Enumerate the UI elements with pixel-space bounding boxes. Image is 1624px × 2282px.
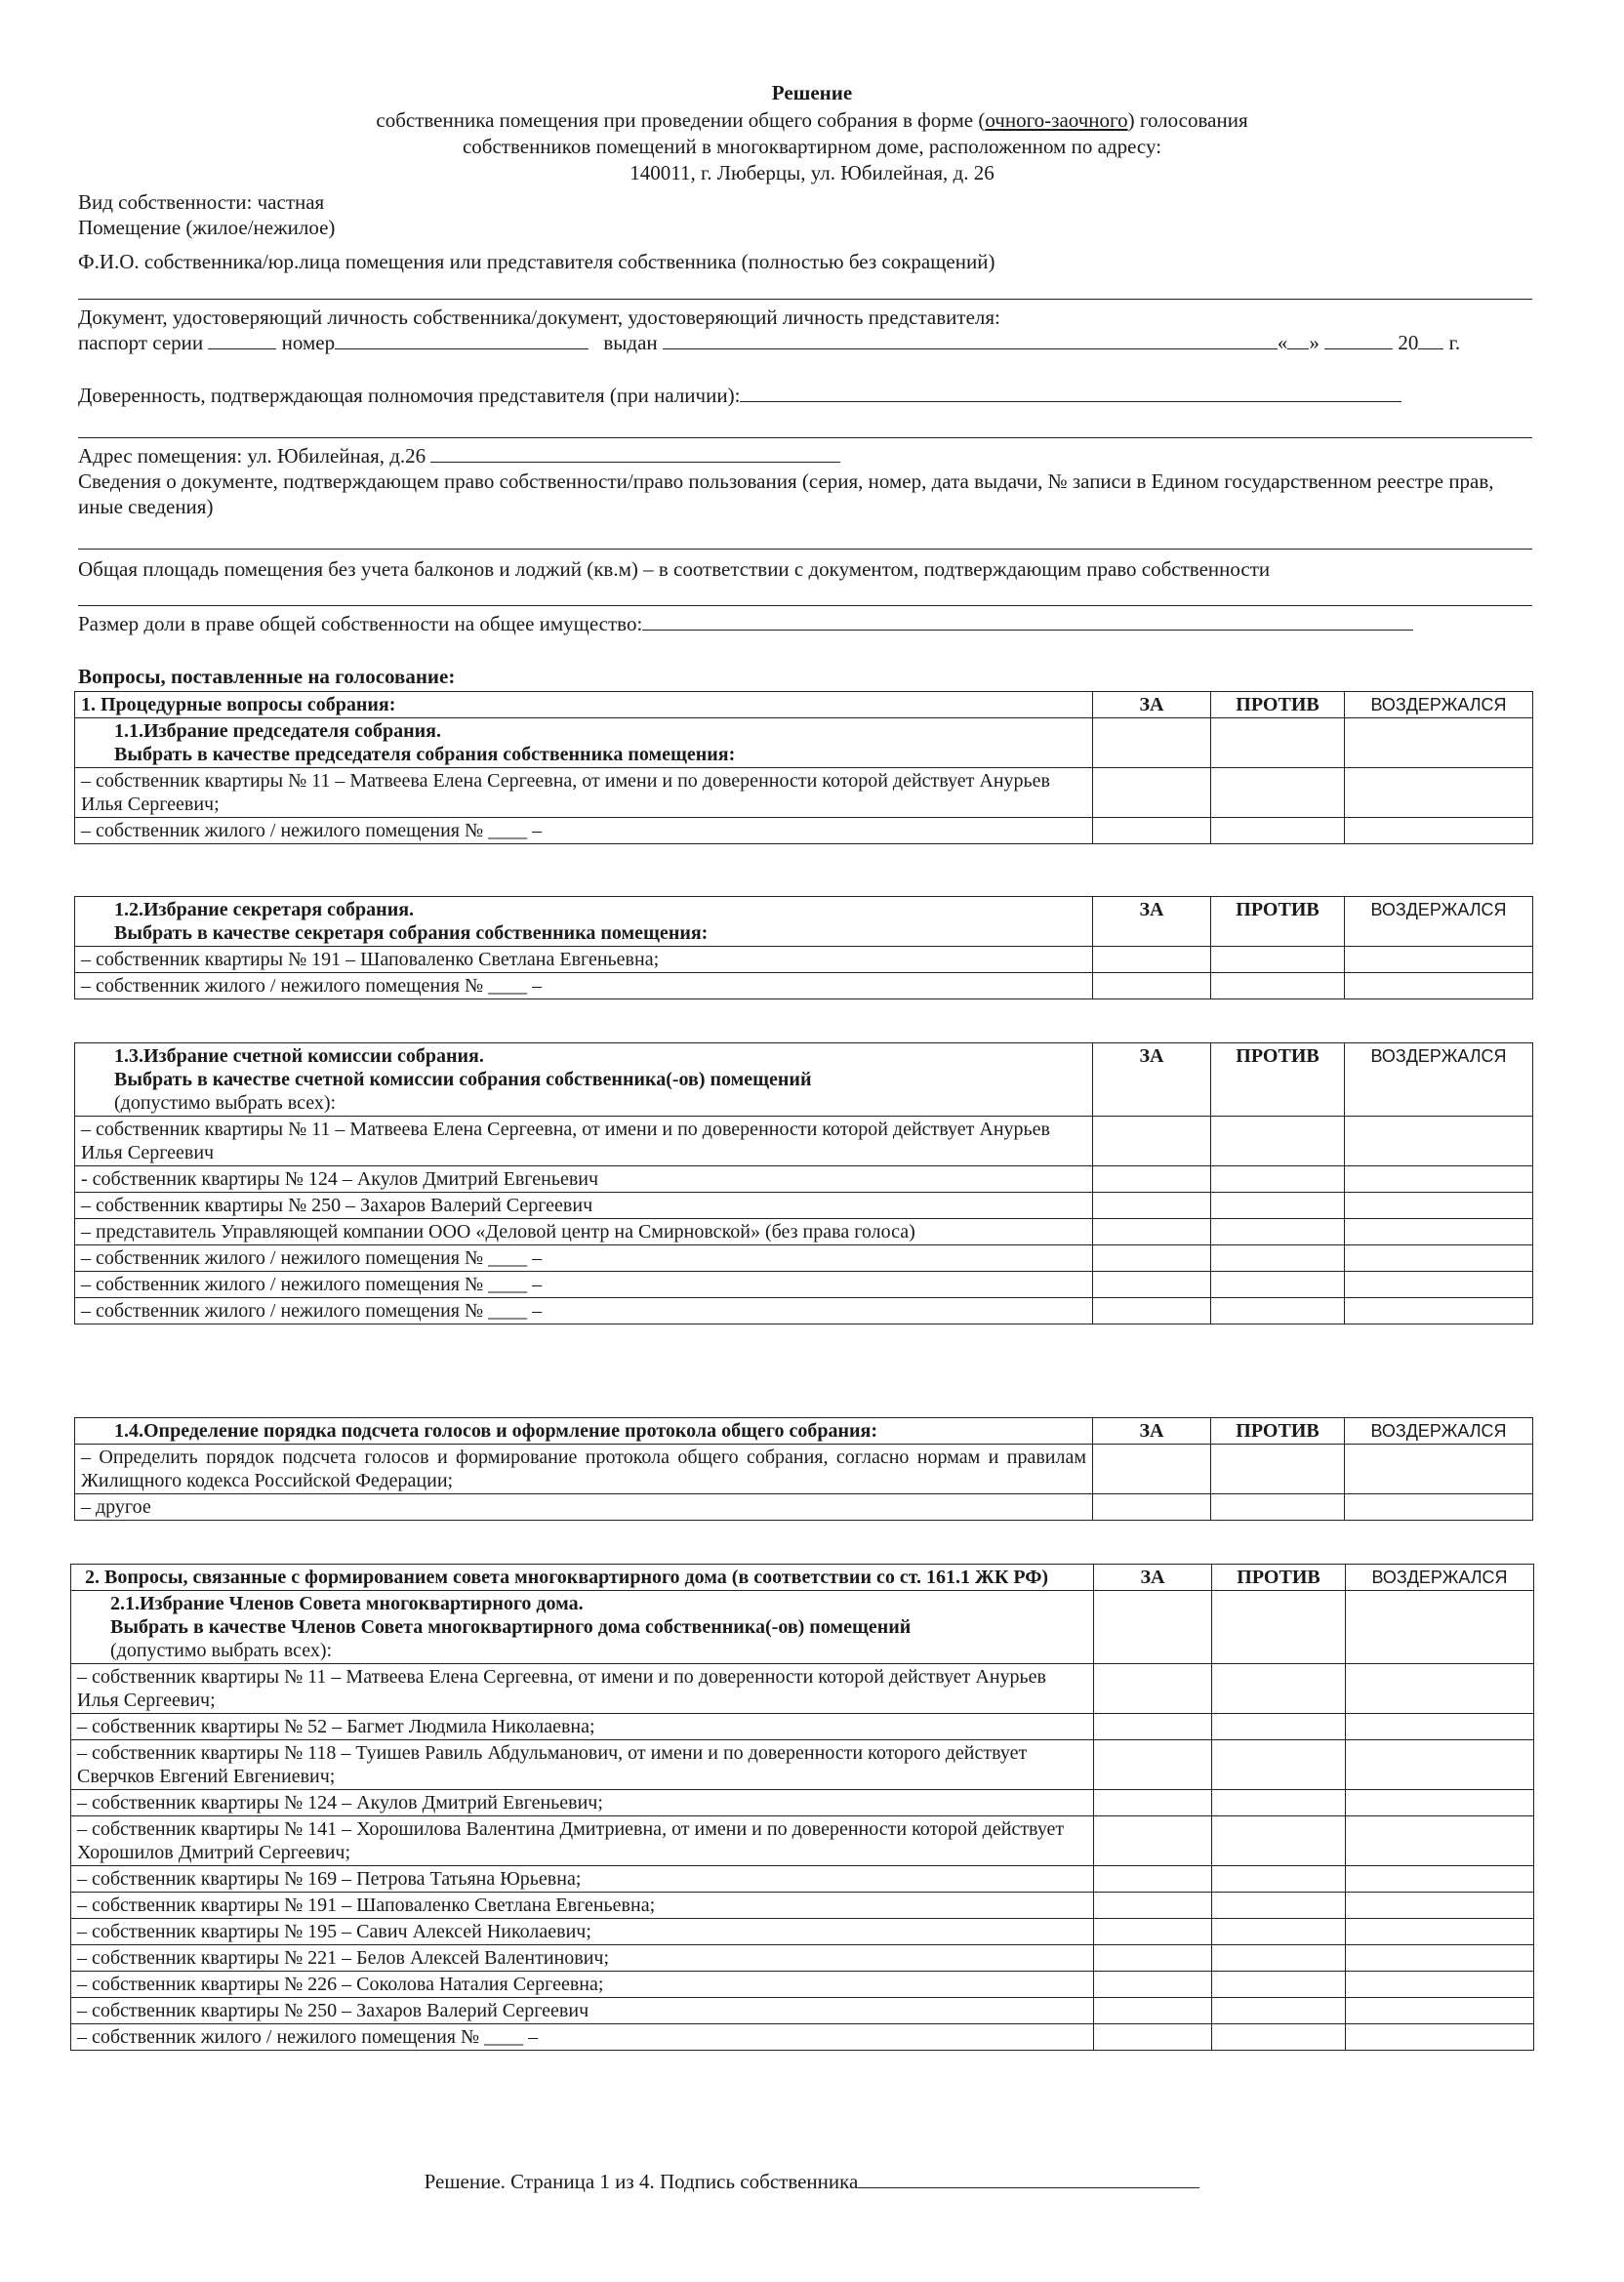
vote-vozderzhalsya-cell[interactable] [1345,1272,1533,1298]
column-protiv: ПРОТИВ [1211,1418,1345,1445]
question-row [71,1591,1534,1664]
candidate-label: – представитель Управляющей компании ООО «Деловой центр на Смирновской» (без права голоса) [75,1219,1093,1245]
passport-series-field[interactable] [208,331,276,349]
vote-protiv-cell[interactable] [1211,947,1345,973]
question-1-2-subtitle: Выбрать в качестве секретаря собрания собственника помещения: [114,922,709,944]
candidate-label: – собственник квартиры № 226 – Соколова Наталия Сергеевна; [71,1972,1094,1998]
table-row [71,1740,1534,1790]
ownership-document-label: Сведения о документе, подтверждающем право собственности/право пользования (серия, номер, дата выдачи, № записи в Едином государственном реестре прав, иные сведения) [78,469,1494,518]
table-row [75,1166,1533,1193]
vote-vozderzhalsya-cell[interactable] [1345,947,1533,973]
vote-vozderzhalsya-cell[interactable] [1345,818,1533,844]
question-1-2-title: 1.2.Избрание секретаря собрания. [114,899,415,920]
vote-za-cell[interactable] [1093,1445,1211,1494]
vote-vozderzhalsya-cell[interactable] [1346,1740,1534,1790]
table-row [75,1117,1533,1166]
passport-row: паспорт серии номер выдан « » 20 г. [78,331,1461,354]
vote-za-cell[interactable] [1093,768,1211,818]
column-protiv: ПРОТИВ [1211,897,1345,947]
vote-vozderzhalsya-cell[interactable] [1345,1245,1533,1272]
vote-za-cell[interactable] [1093,1166,1211,1193]
table-row [71,1919,1534,1945]
vote-za-cell[interactable] [1093,1219,1211,1245]
table-row [75,1494,1533,1521]
vote-vozderzhalsya-cell[interactable] [1346,2024,1534,2051]
vote-vozderzhalsya-cell[interactable] [1345,1298,1533,1324]
vote-vozderzhalsya-cell[interactable] [1346,1945,1534,1972]
passport-issued-field[interactable] [663,331,1278,349]
vote-vozderzhalsya-cell[interactable] [1346,1998,1534,2024]
vote-protiv-cell[interactable] [1211,768,1345,818]
vote-za-cell[interactable] [1094,1919,1212,1945]
candidate-label: – собственник квартиры № 118 – Туишев Равиль Абдульманович, от имени и по доверенности которого действует Сверчков Евгений Евгениевич; [71,1740,1094,1790]
table-row [75,1272,1533,1298]
table-row [71,1714,1534,1740]
vote-vozderzhalsya-cell[interactable] [1345,1166,1533,1193]
column-vozderzhalsya: ВОЗДЕРЖАЛСЯ [1345,897,1533,947]
question-row [75,1043,1533,1117]
vote-za-cell[interactable] [1093,1494,1211,1521]
vote-za-cell[interactable] [1094,1866,1212,1893]
column-za: ЗА [1094,1565,1212,1591]
table-row [75,973,1533,999]
id-document-label: Документ, удостоверяющий личность собственника/документ, удостоверяющий личность представителя: [78,306,1000,329]
vote-vozderzhalsya-cell[interactable] [1346,1714,1534,1740]
table-row [71,2024,1534,2051]
area-field[interactable] [78,605,1532,606]
candidate-label: – собственник квартиры № 11 – Матвеева Елена Сергеевна, от имени и по доверенности которой действует Анурьев Илья Сергеевич; [71,1664,1094,1714]
candidate-label: – собственник квартиры № 250 – Захаров Валерий Сергеевич [75,1193,1093,1219]
vote-table-1-4 [74,1417,1533,1521]
form-title: Решение [771,81,853,104]
question-1-1-subtitle: Выбрать в качестве председателя собрания собственника помещения: [114,744,736,765]
candidate-label: – собственник квартиры № 141 – Хорошилова Валентина Дмитриевна, от имени и по доверенности которой действует Хорошилов Дмитрий Сергеевич; [71,1816,1094,1866]
vote-protiv-cell[interactable] [1212,1919,1346,1945]
vote-protiv-cell[interactable] [1212,1790,1346,1816]
vote-protiv-cell[interactable] [1212,1893,1346,1919]
candidate-label: – собственник квартиры № 221 – Белов Алексей Валентинович; [71,1945,1094,1972]
candidate-label: – собственник квартиры № 11 – Матвеева Елена Сергеевна, от имени и по доверенности которой действует Анурьев Илья Сергеевич; [75,768,1093,818]
table-row [71,1945,1534,1972]
vote-vozderzhalsya-cell[interactable] [1345,1219,1533,1245]
table-row [71,1816,1534,1866]
vote-protiv-cell[interactable] [1211,1445,1345,1494]
vote-vozderzhalsya-cell[interactable] [1346,1790,1534,1816]
section-2-title: 2. Вопросы, связанные с формированием совета многоквартирного дома (в соответствии со ст. 161.1 ЖК РФ) [71,1565,1094,1591]
premises-type: Помещение (жилое/нежилое) [78,216,336,239]
vote-vozderzhalsya-cell[interactable] [1345,973,1533,999]
column-za: ЗА [1093,897,1211,947]
vote-za-cell[interactable] [1094,1893,1212,1919]
premises-address-field[interactable] [430,444,840,463]
vote-vozderzhalsya-cell[interactable] [1345,1445,1533,1494]
vote-protiv-cell[interactable] [1211,1166,1345,1193]
vote-za-cell[interactable] [1094,1790,1212,1816]
question-1-3-note: (допустимо выбрать всех): [114,1092,337,1114]
question-2-1-note: (допустимо выбрать всех): [110,1640,333,1661]
column-za: ЗА [1093,1418,1211,1445]
vote-protiv-cell[interactable] [1212,1816,1346,1866]
vote-vozderzhalsya-cell[interactable] [1346,1919,1534,1945]
vote-za-cell[interactable] [1094,1816,1212,1866]
column-za: ЗА [1093,692,1211,718]
vote-za-cell[interactable] [1094,1972,1212,1998]
candidate-label: – собственник жилого / нежилого помещения № ____ – [75,818,1093,844]
candidate-label: – собственник жилого / нежилого помещения № ____ – [75,1298,1093,1324]
vote-vozderzhalsya-cell[interactable] [1345,1494,1533,1521]
vote-protiv-cell[interactable] [1212,1945,1346,1972]
table-row [71,1893,1534,1919]
vote-protiv-cell[interactable] [1212,1714,1346,1740]
vote-protiv-cell[interactable] [1211,1494,1345,1521]
question-row [75,897,1533,947]
form-subtitle-line2: собственников помещений в многоквартирном доме, расположенном по адресу: [462,135,1162,158]
table-row [75,1219,1533,1245]
column-za: ЗА [1093,1043,1211,1117]
column-vozderzhalsya: ВОЗДЕРЖАЛСЯ [1345,1418,1533,1445]
candidate-label: – собственник квартиры № 191 – Шаповаленко Светлана Евгеньевна; [75,947,1093,973]
column-vozderzhalsya: ВОЗДЕРЖАЛСЯ [1345,692,1533,718]
question-2-1-title: 2.1.Избрание Членов Совета многоквартирного дома. [110,1593,584,1614]
candidate-label: – собственник квартиры № 250 – Захаров Валерий Сергеевич [71,1998,1094,2024]
vote-za-cell[interactable] [1094,1740,1212,1790]
table-header-row [75,692,1533,718]
candidate-label: – собственник жилого / нежилого помещения № ____ – [75,973,1093,999]
area-label: Общая площадь помещения без учета балконов и лоджий (кв.м) – в соответствии с документом, подтверждающим право собственности [78,557,1271,581]
candidate-label: – собственник жилого / нежилого помещения № ____ – [71,2024,1094,2051]
candidate-label: – собственник жилого / нежилого помещения № ____ – [75,1272,1093,1298]
table-row [71,1790,1534,1816]
owner-name-label: Ф.И.О. собственника/юр.лица помещения или представителя собственника (полностью без сокращений) [78,250,995,273]
table-row [75,1298,1533,1324]
question-1-1-title: 1.1.Избрание председателя собрания. [114,720,441,742]
passport-day-field[interactable] [1287,331,1309,349]
question-1-4-title: 1.4.Определение порядка подсчета голосов и оформление протокола общего собрания: [114,1420,877,1442]
vote-za-cell[interactable] [1093,973,1211,999]
vote-za-cell[interactable] [1093,1193,1211,1219]
vote-vozderzhalsya-cell[interactable] [1346,1893,1534,1919]
vote-table-1-2 [74,896,1533,999]
vote-za-cell[interactable] [1093,1298,1211,1324]
ownership-document-field[interactable] [78,549,1532,550]
table-row [75,768,1533,818]
candidate-label: – собственник жилого / нежилого помещения № ____ – [75,1245,1093,1272]
page-footer: Решение. Страница 1 из 4. Подпись собственника [0,2169,1624,2194]
building-address: 140011, г. Люберцы, ул. Юбилейная, д. 26 [629,161,995,184]
vote-protiv-cell[interactable] [1211,973,1345,999]
share-row: Размер доли в праве общей собственности на общее имущество: [78,611,1532,636]
candidate-label: – собственник квартиры № 195 – Савич Алексей Николаевич; [71,1919,1094,1945]
vote-za-cell[interactable] [1093,947,1211,973]
column-vozderzhalsya: ВОЗДЕРЖАЛСЯ [1346,1565,1534,1591]
vote-protiv-cell[interactable] [1211,1193,1345,1219]
question-1-3-subtitle: Выбрать в качестве счетной комиссии собрания собственника(-ов) помещений [114,1069,812,1090]
table-header-row [71,1565,1534,1591]
vote-za-cell[interactable] [1094,1998,1212,2024]
vote-protiv-cell[interactable] [1211,1117,1345,1166]
vote-za-cell[interactable] [1093,818,1211,844]
vote-za-cell[interactable] [1093,1117,1211,1166]
proxy-field-line2[interactable] [78,437,1532,438]
vote-vozderzhalsya-cell[interactable] [1346,1816,1534,1866]
vote-protiv-cell[interactable] [1212,1972,1346,1998]
table-row [75,947,1533,973]
question-2-1-subtitle: Выбрать в качестве Членов Совета многоквартирного дома собственника(-ов) помещений [110,1616,912,1638]
vote-protiv-cell[interactable] [1211,1272,1345,1298]
option-label: – другое [75,1494,1093,1521]
vote-vozderzhalsya-cell[interactable] [1346,1866,1534,1893]
vote-za-cell[interactable] [1094,1945,1212,1972]
question-1-3-title: 1.3.Избрание счетной комиссии собрания. [114,1045,484,1067]
table-row [75,1245,1533,1272]
section-1-title: 1. Процедурные вопросы собрания: [75,692,1093,718]
vote-za-cell[interactable] [1093,1272,1211,1298]
table-row [71,1998,1534,2024]
share-field[interactable] [642,612,1413,631]
vote-protiv-cell[interactable] [1211,1298,1345,1324]
column-protiv: ПРОТИВ [1211,692,1345,718]
table-row [71,1866,1534,1893]
vote-vozderzhalsya-cell[interactable] [1345,1193,1533,1219]
candidate-label: – собственник квартиры № 11 – Матвеева Елена Сергеевна, от имени и по доверенности которой действует Анурьев Илья Сергеевич [75,1117,1093,1166]
vote-za-cell[interactable] [1094,1664,1212,1714]
question-row [75,718,1533,768]
proxy-row: Доверенность, подтверждающая полномочия представителя (при наличии): [78,383,1532,408]
vote-protiv-cell[interactable] [1212,1998,1346,2024]
vote-protiv-cell[interactable] [1212,2024,1346,2051]
vote-vozderzhalsya-cell[interactable] [1345,768,1533,818]
candidate-label: – собственник квартиры № 52 – Багмет Людмила Николаевна; [71,1714,1094,1740]
candidate-label: – собственник квартиры № 169 – Петрова Татьяна Юрьевна; [71,1866,1094,1893]
table-row [75,1445,1533,1494]
proxy-field[interactable] [740,384,1401,402]
vote-protiv-cell[interactable] [1211,1245,1345,1272]
question-row [75,1418,1533,1445]
vote-protiv-cell[interactable] [1211,818,1345,844]
owner-signature-field[interactable] [858,2170,1199,2188]
candidate-label: – собственник квартиры № 124 – Акулов Дмитрий Евгеньевич; [71,1790,1094,1816]
table-row [71,1972,1534,1998]
vote-vozderzhalsya-cell[interactable] [1346,1664,1534,1714]
owner-name-field[interactable] [78,299,1532,300]
column-protiv: ПРОТИВ [1211,1043,1345,1117]
column-vozderzhalsya: ВОЗДЕРЖАЛСЯ [1345,1043,1533,1117]
passport-month-field[interactable] [1324,331,1393,349]
passport-number-field[interactable] [335,331,589,349]
vote-protiv-cell[interactable] [1212,1740,1346,1790]
vote-za-cell[interactable] [1094,1714,1212,1740]
vote-protiv-cell[interactable] [1212,1664,1346,1714]
passport-year-field[interactable] [1418,331,1443,349]
candidate-label: - собственник квартиры № 124 – Акулов Дмитрий Евгеньевич [75,1166,1093,1193]
vote-za-cell[interactable] [1093,1245,1211,1272]
vote-table-1-3 [74,1042,1533,1324]
candidate-label: – собственник квартиры № 191 – Шаповаленко Светлана Евгеньевна; [71,1893,1094,1919]
vote-vozderzhalsya-cell[interactable] [1345,1117,1533,1166]
table-row [75,1193,1533,1219]
voting-form-type: очного-заочного [985,108,1128,132]
table-row [75,818,1533,844]
option-label: – Определить порядок подсчета голосов и формирование протокола общего собрания, согласно нормам и правилам Жилищного кодекса Российской Федерации; [75,1445,1093,1494]
table-row [71,1664,1534,1714]
vote-table-2-1 [70,1564,1534,2051]
ownership-type: Вид собственности: частная [78,190,325,214]
vote-protiv-cell[interactable] [1211,1219,1345,1245]
column-protiv: ПРОТИВ [1212,1565,1346,1591]
vote-za-cell[interactable] [1094,2024,1212,2051]
vote-protiv-cell[interactable] [1212,1866,1346,1893]
premises-address-row: Адрес помещения: ул. Юбилейная, д.26 [78,443,1532,469]
form-subtitle-line1: собственника помещения при проведении общего собрания в форме (очного-заочного) голосования [376,108,1248,132]
vote-vozderzhalsya-cell[interactable] [1346,1972,1534,1998]
questions-title: Вопросы, поставленные на голосование: [78,665,456,688]
vote-table-1-1 [74,691,1533,844]
